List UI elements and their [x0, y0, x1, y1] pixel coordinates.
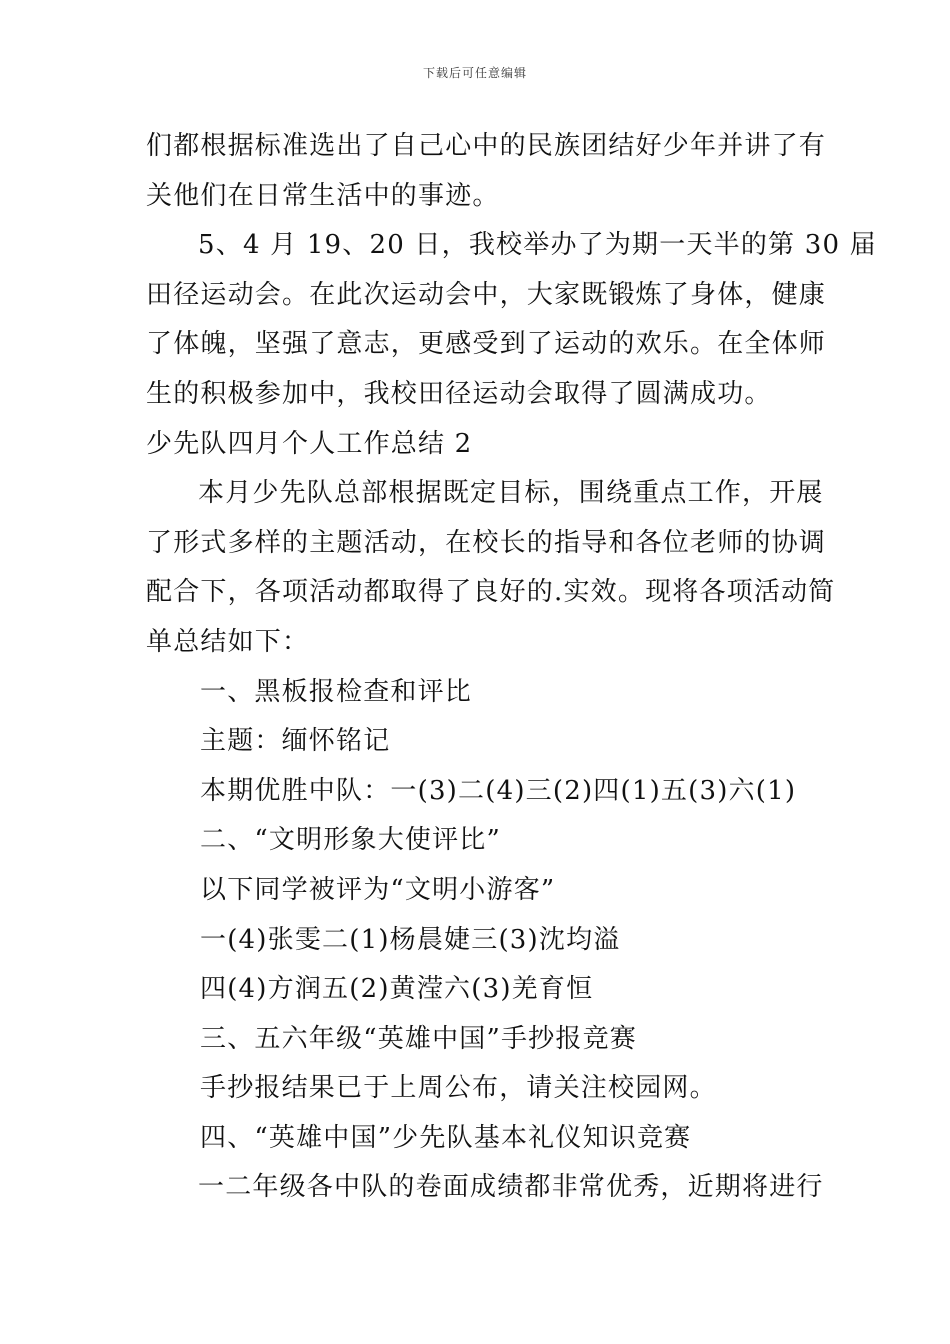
list-heading: 二、“文明形象大使评比”: [200, 825, 501, 856]
paragraph-line: 生的积极参加中，我校田径运动会取得了圆满成功。: [146, 378, 772, 409]
paragraph-line: 关他们在日常生活中的事迹。: [146, 180, 500, 211]
list-item: 一(4)张雯二(1)杨晨婕三(3)沈均溢: [200, 924, 621, 955]
document-header-note: 下载后可任意编辑: [422, 66, 527, 80]
paragraph-line: 5、4 月 19、20 日，我校举办了为期一天半的第 30 届: [198, 230, 877, 261]
paragraph-line: 本月少先队总部根据既定目标，围绕重点工作，开展: [198, 478, 824, 509]
list-heading: 四、“英雄中国”少先队基本礼仪知识竞赛: [200, 1122, 692, 1153]
document-body: [146, 122, 877, 1213]
paragraph-line: 一二年级各中队的卷面成绩都非常优秀，近期将进行: [198, 1172, 824, 1203]
list-item: 以下同学被评为“文明小游客”: [200, 874, 556, 905]
list-item: 主题：缅怀铭记: [200, 726, 391, 757]
list-item: 手抄报结果已于上周公布，请关注校园网。: [200, 1073, 717, 1104]
paragraph-line: 了形式多样的主题活动，在校长的指导和各位老师的协调: [146, 527, 827, 558]
paragraph-line: 们都根据标准选出了自己心中的民族团结好少年并讲了有: [146, 131, 827, 161]
list-item: 四(4)方润五(2)黄滢六(3)羌育恒: [200, 974, 594, 1005]
list-heading: 一、黑板报检查和评比: [200, 676, 473, 707]
paragraph-line: 田径运动会。在此次运动会中，大家既锻炼了身体，健康: [146, 279, 827, 310]
section-title: 少先队四月个人工作总结 2: [146, 428, 473, 459]
paragraph-line: 配合下，各项活动都取得了良好的.实效。现将各项活动简: [146, 577, 836, 608]
list-heading: 三、五六年级“英雄中国”手抄报竞赛: [200, 1023, 637, 1054]
list-item: 本期优胜中队：一(3)二(4)三(2)四(1)五(3)六(1): [200, 775, 797, 806]
paragraph-line: 了体魄，坚强了意志，更感受到了运动的欢乐。在全体师: [146, 329, 827, 360]
paragraph-line: 单总结如下：: [146, 626, 310, 657]
